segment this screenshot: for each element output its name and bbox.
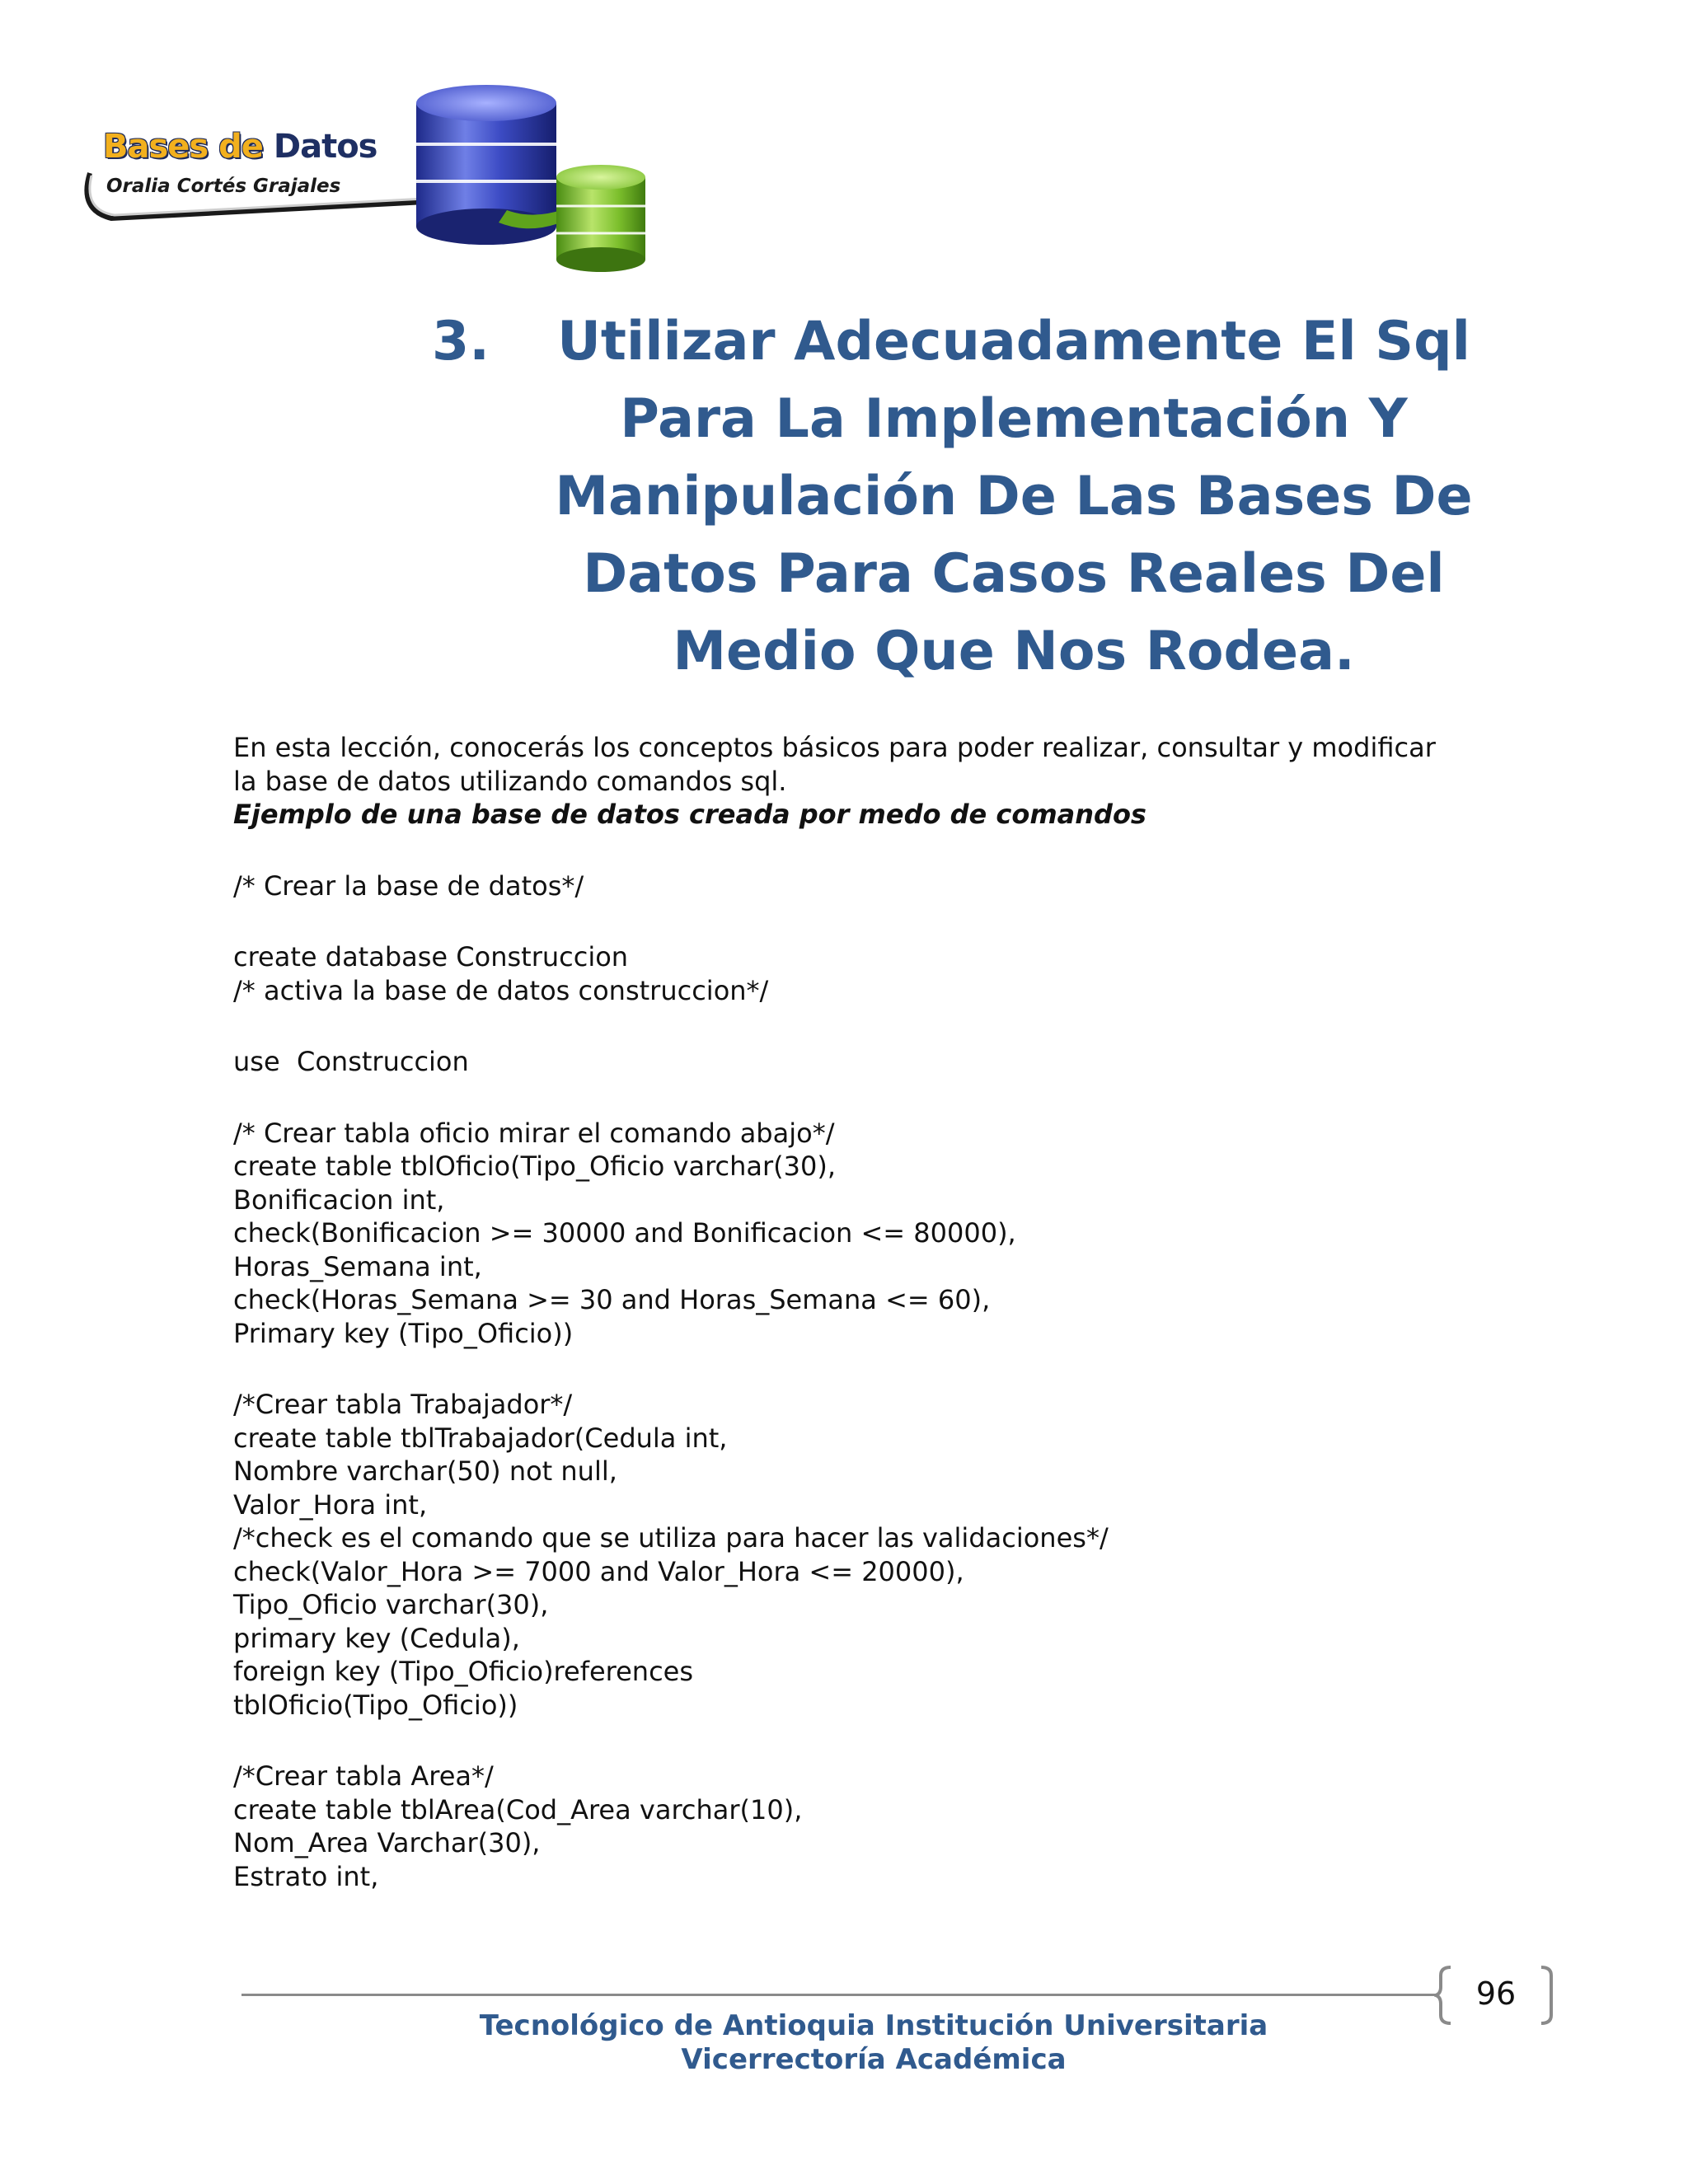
code-line: tblOficio(Tipo_Oficio)) [233,1689,518,1721]
logo-author: Oralia Cortés Grajales [106,176,341,197]
chapter-title: Utilizar Adecuadamente El Sql Para La Implementación Y Manipulación De Las Bases De Datos Para Casos Reales Del Medio Que Nos Rodea. [555,311,1473,682]
footer-text [379,2009,1368,2077]
code-line: /* Crear tabla oficio mirar el comando abajo*/ [233,1117,835,1149]
code-line: /* Crear la base de datos*/ [233,869,584,902]
code-block [233,940,1519,1007]
code-line: Horas_Semana int, [233,1250,482,1282]
page-number: 96 [1475,1975,1517,2012]
code-block [233,1117,1519,1351]
chapter-heading [420,303,1591,691]
code-line: use Construccion [233,1046,469,1077]
example-title: Ejemplo de una base de datos creada por medo de comandos [233,799,1146,830]
code-line: check(Horas_Semana >= 30 and Horas_Semana <= 60), [233,1284,991,1315]
chapter-number: 3. [432,311,490,373]
page-content [233,731,1519,1893]
code-line: create table tblOficio(Tipo_Oficio varchar(30), [233,1151,837,1182]
logo-title [103,128,377,166]
code-line: Nombre varchar(50) not null, [233,1455,617,1487]
code-line: /*check es el comando que se utiliza para hacer las validaciones*/ [233,1522,1109,1554]
code-line: create database Construccion [233,941,629,972]
code-block [233,869,1519,903]
footer-rule [241,1994,1437,1996]
header-logo [78,78,672,284]
code-line: foreign key (Tipo_Oficio)references [233,1656,694,1687]
footer-institution: Tecnológico de Antioquia Institución Universitaria [479,2009,1268,2042]
code-line: check(Bonificacion >= 30000 and Bonificacion <= 80000), [233,1217,1016,1249]
code-line: /* activa la base de datos construccion*/ [233,974,769,1006]
footer-department: Vicerrectoría Académica [681,2043,1067,2076]
logo-title-word-de: de [218,128,263,166]
intro-line-2: la base de datos utilizando comandos sql. [233,765,787,797]
code-line: check(Valor_Hora >= 7000 and Valor_Hora <= 20000), [233,1555,964,1587]
code-line: Tipo_Oficio varchar(30), [233,1589,549,1620]
code-block [233,1760,1519,1893]
code-line: create table tblTrabajador(Cedula int, [233,1422,728,1454]
code-line: create table tblArea(Cod_Area varchar(10), [233,1793,803,1825]
code-line: Estrato int, [233,1860,379,1892]
code-line: /*Crear tabla Trabajador*/ [233,1389,573,1420]
code-line: Valor_Hora int, [233,1488,428,1521]
code-block [233,1388,1519,1722]
page-number-box [1434,1964,1558,2026]
logo-title-word-bases: Bases [103,128,209,166]
logo-title-word-datos: Datos [273,128,377,166]
code-block [233,1045,1519,1079]
code-line: primary key (Cedula), [233,1622,520,1654]
sql-code-listing [233,869,1519,1894]
intro-line-1: En esta lección, conocerás los conceptos básicos para poder realizar, consultar y modificar [233,732,1436,763]
code-line: Nom_Area Varchar(30), [233,1827,541,1858]
code-line: Bonificacion int, [233,1183,445,1216]
code-line: /*Crear tabla Area*/ [233,1760,494,1792]
code-line: Primary key (Tipo_Oficio)) [233,1317,574,1349]
